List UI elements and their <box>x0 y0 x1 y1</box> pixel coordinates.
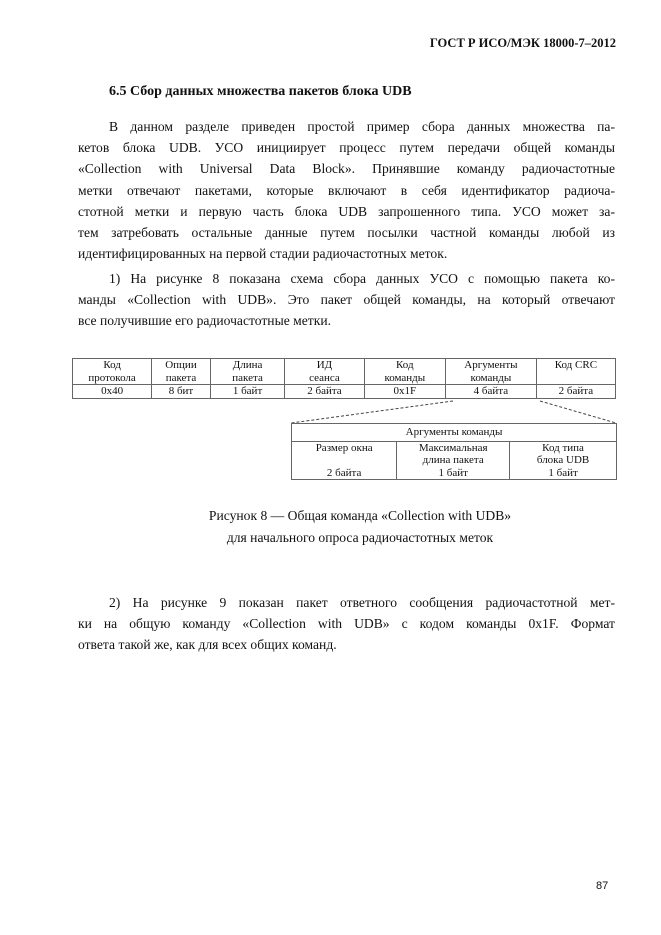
value-cell: 1 байт <box>397 467 510 480</box>
value-cell: 0x1F <box>364 385 446 399</box>
arguments-header-row <box>292 441 617 467</box>
value-cell: 1 байт <box>510 467 617 480</box>
page-number: 87 <box>596 880 609 892</box>
header-cell: Код типа блока UDB <box>510 441 617 467</box>
arguments-table <box>291 423 617 480</box>
value-cell: 2 байта <box>285 385 364 399</box>
figure-caption <box>150 505 570 549</box>
connector-left-line <box>291 401 453 423</box>
document-header: ГОСТ Р ИСО/МЭК 18000-7–2012 <box>429 36 616 50</box>
value-cell: 8 бит <box>152 385 211 399</box>
arguments-title-row <box>292 424 617 442</box>
text-line: стотной метки и первую часть блока UDB запрошенного типа. УСО может за- <box>78 203 615 219</box>
header-cell: Длина пакета <box>210 359 285 385</box>
header-cell: Код CRC <box>536 359 615 385</box>
text-line: «Collection with Universal Data Block». Принявшие команду радиочастотные <box>78 161 615 177</box>
section-heading: 6.5 Сбор данных множества пакетов блока UDB <box>109 84 412 99</box>
figure-caption-line1: Рисунок 8 — Общая команда «Collection with UDB» <box>208 508 512 523</box>
value-cell: 1 байт <box>210 385 285 399</box>
arguments-title: Аргументы команды <box>292 424 617 442</box>
header-cell: Аргументы команды <box>446 359 537 385</box>
text-line: В данном разделе приведен простой пример сбора данных множества па- <box>109 119 615 134</box>
arguments-value-row <box>292 467 617 480</box>
text-line: идентифицированных на первой стадии радиочастотных меток. <box>78 246 448 262</box>
text-line: кетов блока UDB. УСО инициирует процесс путем передачи общей команды <box>78 140 615 156</box>
text-line: метки отвечают пакетами, которые включают в себя идентификатор радиоча- <box>78 182 615 198</box>
value-cell: 0x40 <box>73 385 152 399</box>
value-cell: 2 байта <box>536 385 615 399</box>
header-cell: Код команды <box>364 359 446 385</box>
text-line: все получившие его радиочастотные метки. <box>78 313 331 329</box>
text-line: тем затребовать остальные данные путем посылки частной команды любой из <box>78 224 615 240</box>
header-cell: Размер окна <box>292 441 397 467</box>
value-cell: 2 байта <box>292 467 397 480</box>
header-cell: ИД сеанса <box>285 359 364 385</box>
value-cell: 4 байта <box>446 385 537 399</box>
header-cell: Опции пакета <box>152 359 211 385</box>
paragraph-response <box>78 592 615 656</box>
text-line: ответа такой же, как для всех общих команд. <box>78 637 337 653</box>
header-cell: Код протокола <box>73 359 152 385</box>
text-line: ки на общую команду «Collection with UDB» с кодом команды 0x1F. Формат <box>78 616 615 632</box>
text-line: манды «Collection with UDB». Это пакет общей команды, на который отвечают <box>78 292 615 308</box>
figure-caption-line2: для начального опроса радиочастотных меток <box>226 530 494 545</box>
connector-right-line <box>540 401 616 423</box>
header-cell: Максимальная длина пакета <box>397 441 510 467</box>
text-line: 2) На рисунке 9 показан пакет ответного сообщения радиочастотной мет- <box>109 595 615 610</box>
text-line: 1) На рисунке 8 показана схема сбора данных УСО с помощью пакета ко- <box>109 271 615 286</box>
